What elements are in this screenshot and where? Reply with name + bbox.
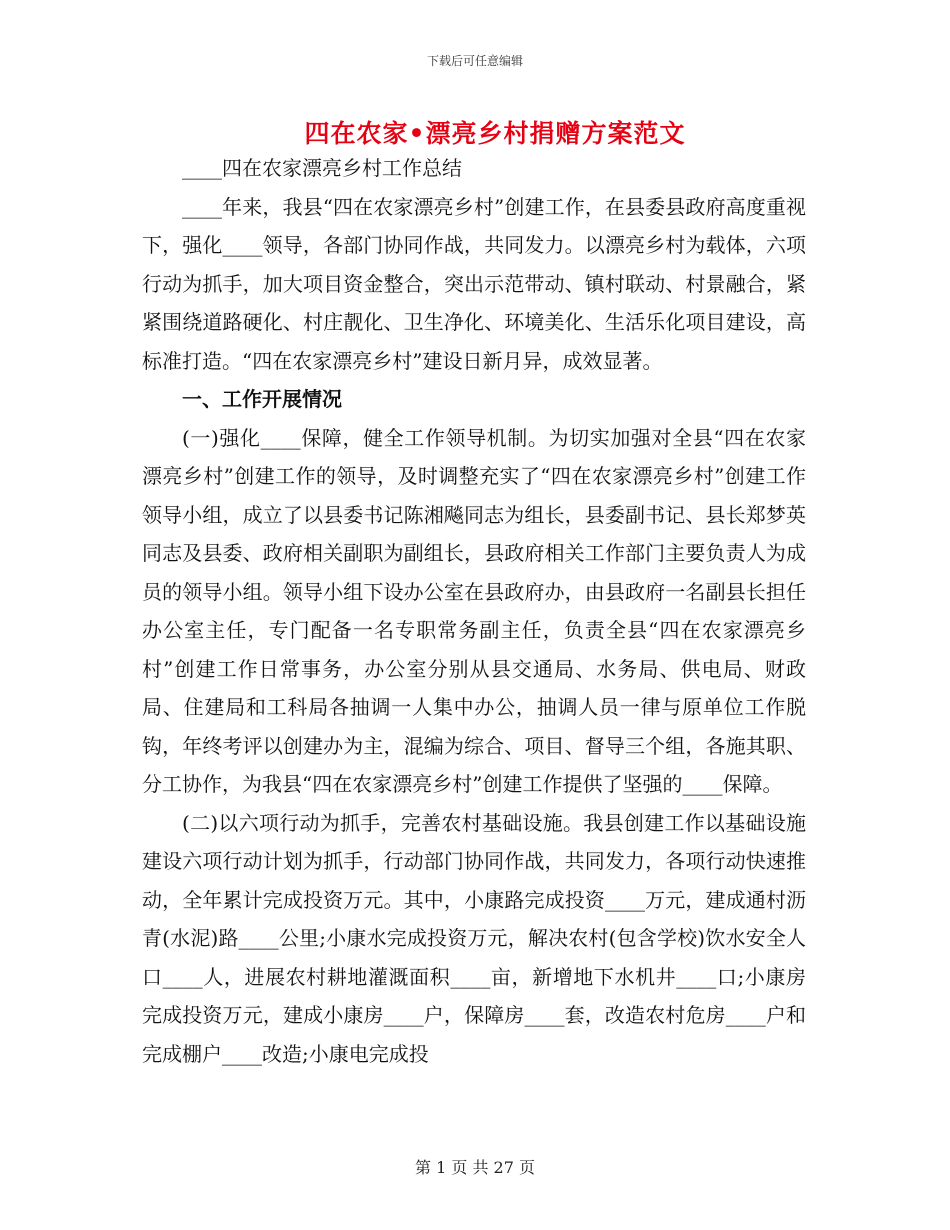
paragraph-intro: ____年来，我县“四在农家漂亮乡村”创建工作，在县委县政府高度重视下，强化____领导，各部门协同作战，共同发力。以漂亮乡村为载体，六项行动为抓手，加大项目资金整合，突出示范带动、镇村联动、村景融合，紧紧围绕道路硬化、村庄靓化、卫生净化、环境美化、生活乐化项目建设，高标准打造。“四在农家漂亮乡村”建设日新月异，成效显著。 [142, 194, 806, 373]
paragraph-section-1: (一)强化____保障，健全工作领导机制。为切实加强对全县“四在农家漂亮乡村”创建工作的领导，及时调整充实了“四在农家漂亮乡村”创建工作领导小组，成立了以县委书记陈湘飚同志为组长，县委副书记、县长郑梦英同志及县委、政府相关副职为副组长，县政府相关工作部门主要负责人为成员的领导小组。领导小组下设办公室在县政府办，由县政府一名副县长担任办公室主任，专门配备一名专职常务副主任，负责全县“四在农家漂亮乡村”创建工作日常事务，办公室分别从县交通局、水务局、供电局、财政局、住建局和工科局各抽调一人集中办公，抽调人员一律与原单位工作脱钩，年终考评以创建办为主，混编为综合、项目、督导三个组，各施其职、分工协作，为我县“四在农家漂亮乡村”创建工作提供了坚强的____保障。 [142, 425, 806, 796]
document-title: 四在农家•漂亮乡村捐赠方案范文 [304, 119, 686, 148]
header-note: 下载后可任意编辑 [426, 54, 523, 68]
document-body [142, 149, 806, 1073]
section-heading: 一、工作开展情况 [182, 387, 342, 411]
paragraph-subtitle: ____四在农家漂亮乡村工作总结 [182, 156, 462, 180]
paragraph-section-2: (二)以六项行动为抓手，完善农村基础设施。我县创建工作以基础设施建设六项行动计划为抓手，行动部门协同作战，共同发力，各项行动快速推动，全年累计完成投资万元。其中，小康路完成投资____万元，建成通村沥青(水泥)路____公里;小康水完成投资万元，解决农村(包含学校)饮水安全人口____人，进展农村耕地灌溉面积____亩，新增地下水机井____口;小康房完成投资万元，建成小康房____户，保障房____套，改造农村危房____户和完成棚户____改造;小康电完成投 [142, 810, 806, 1066]
page-number: 第 1 页 共 27 页 [415, 1158, 535, 1177]
